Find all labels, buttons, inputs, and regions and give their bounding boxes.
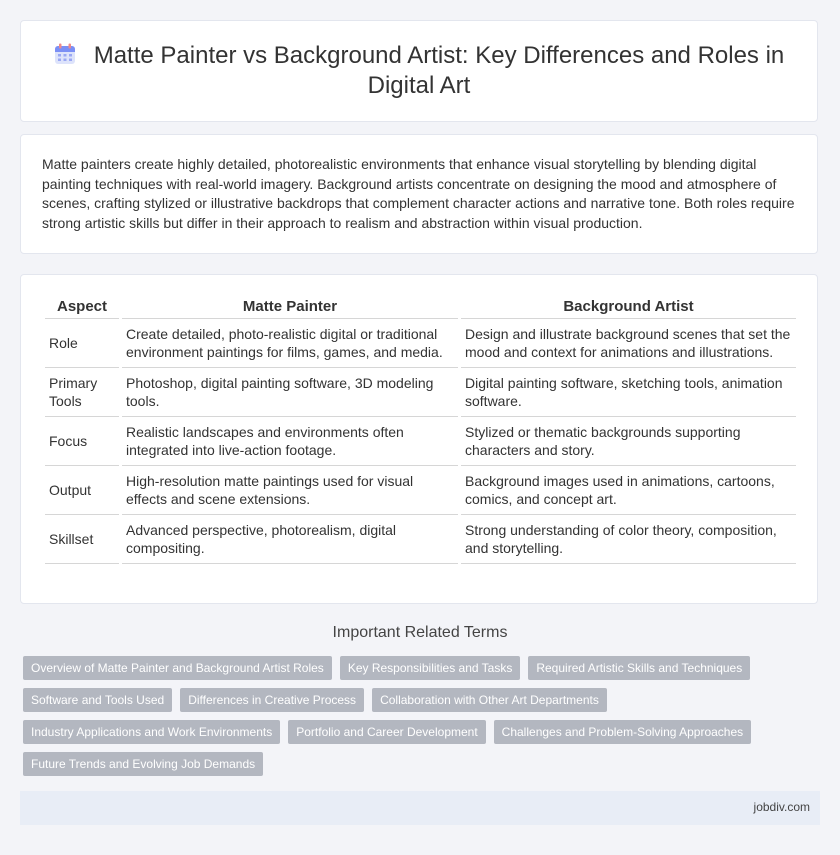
- cell-matte-painter: Realistic landscapes and environments often integrated into live-action footage.: [122, 417, 458, 466]
- cell-background-artist: Stylized or thematic backgrounds supporting characters and story.: [461, 417, 796, 466]
- header-matte-painter: Matte Painter: [122, 294, 458, 319]
- related-terms-list: [23, 656, 813, 776]
- related-term-tag[interactable]: Portfolio and Career Development: [288, 720, 485, 744]
- title-card: [20, 20, 818, 122]
- table-row: [45, 515, 796, 564]
- cell-background-artist: Digital painting software, sketching tools, animation software.: [461, 368, 796, 417]
- related-term-tag[interactable]: Collaboration with Other Art Departments: [372, 688, 607, 712]
- comparison-card: [20, 274, 818, 604]
- related-term-tag[interactable]: Software and Tools Used: [23, 688, 172, 712]
- related-term-tag[interactable]: Key Responsibilities and Tasks: [340, 656, 521, 680]
- intro-card: [20, 134, 818, 254]
- cell-matte-painter: Photoshop, digital painting software, 3D modeling tools.: [122, 368, 458, 417]
- footer: [20, 791, 820, 825]
- page-title: [51, 41, 787, 101]
- related-term-tag[interactable]: Future Trends and Evolving Job Demands: [23, 752, 263, 776]
- cell-background-artist: Design and illustrate background scenes that set the mood and context for animations and illustrations.: [461, 319, 796, 368]
- cell-aspect: Output: [45, 466, 119, 515]
- cell-background-artist: Strong understanding of color theory, composition, and storytelling.: [461, 515, 796, 564]
- related-terms-title: Important Related Terms: [332, 624, 508, 641]
- header-aspect: Aspect: [45, 294, 119, 319]
- header-background-artist: Background Artist: [461, 294, 796, 319]
- cell-matte-painter: Advanced perspective, photorealism, digital compositing.: [122, 515, 458, 564]
- calendar-icon: [54, 43, 76, 65]
- table-row: [45, 368, 796, 417]
- related-term-tag[interactable]: Required Artistic Skills and Techniques: [528, 656, 750, 680]
- intro-text: Matte painters create highly detailed, photorealistic environments that enhance visual storytelling by blending digital painting techniques with real-world imagery. Background artists concentrate on designing the mood and atmosphere of scenes, crafting stylized or illustrative backdrops that complement character actions and narrative tone. Both roles require strong artistic skills but differ in their approach to realism and abstraction within visual production.: [42, 156, 795, 231]
- related-term-tag[interactable]: Industry Applications and Work Environments: [23, 720, 280, 744]
- table-row: [45, 417, 796, 466]
- table-row: [45, 466, 796, 515]
- comparison-table: [42, 294, 799, 564]
- table-row: [45, 319, 796, 368]
- cell-matte-painter: High-resolution matte paintings used for visual effects and scene extensions.: [122, 466, 458, 515]
- related-term-tag[interactable]: Overview of Matte Painter and Background Artist Roles: [23, 656, 332, 680]
- page-title-text: Matte Painter vs Background Artist: Key Differences and Roles in Digital Art: [93, 42, 785, 99]
- cell-aspect: Skillset: [45, 515, 119, 564]
- related-term-tag[interactable]: Differences in Creative Process: [180, 688, 364, 712]
- cell-matte-painter: Create detailed, photo-realistic digital or traditional environment paintings for films, games, and media.: [122, 319, 458, 368]
- table-header-row: [45, 294, 796, 319]
- cell-aspect: Primary Tools: [45, 368, 119, 417]
- footer-site-link[interactable]: jobdiv.com: [753, 800, 810, 814]
- cell-aspect: Focus: [45, 417, 119, 466]
- related-term-tag[interactable]: Challenges and Problem-Solving Approaches: [494, 720, 751, 744]
- cell-aspect: Role: [45, 319, 119, 368]
- cell-background-artist: Background images used in animations, cartoons, comics, and concept art.: [461, 466, 796, 515]
